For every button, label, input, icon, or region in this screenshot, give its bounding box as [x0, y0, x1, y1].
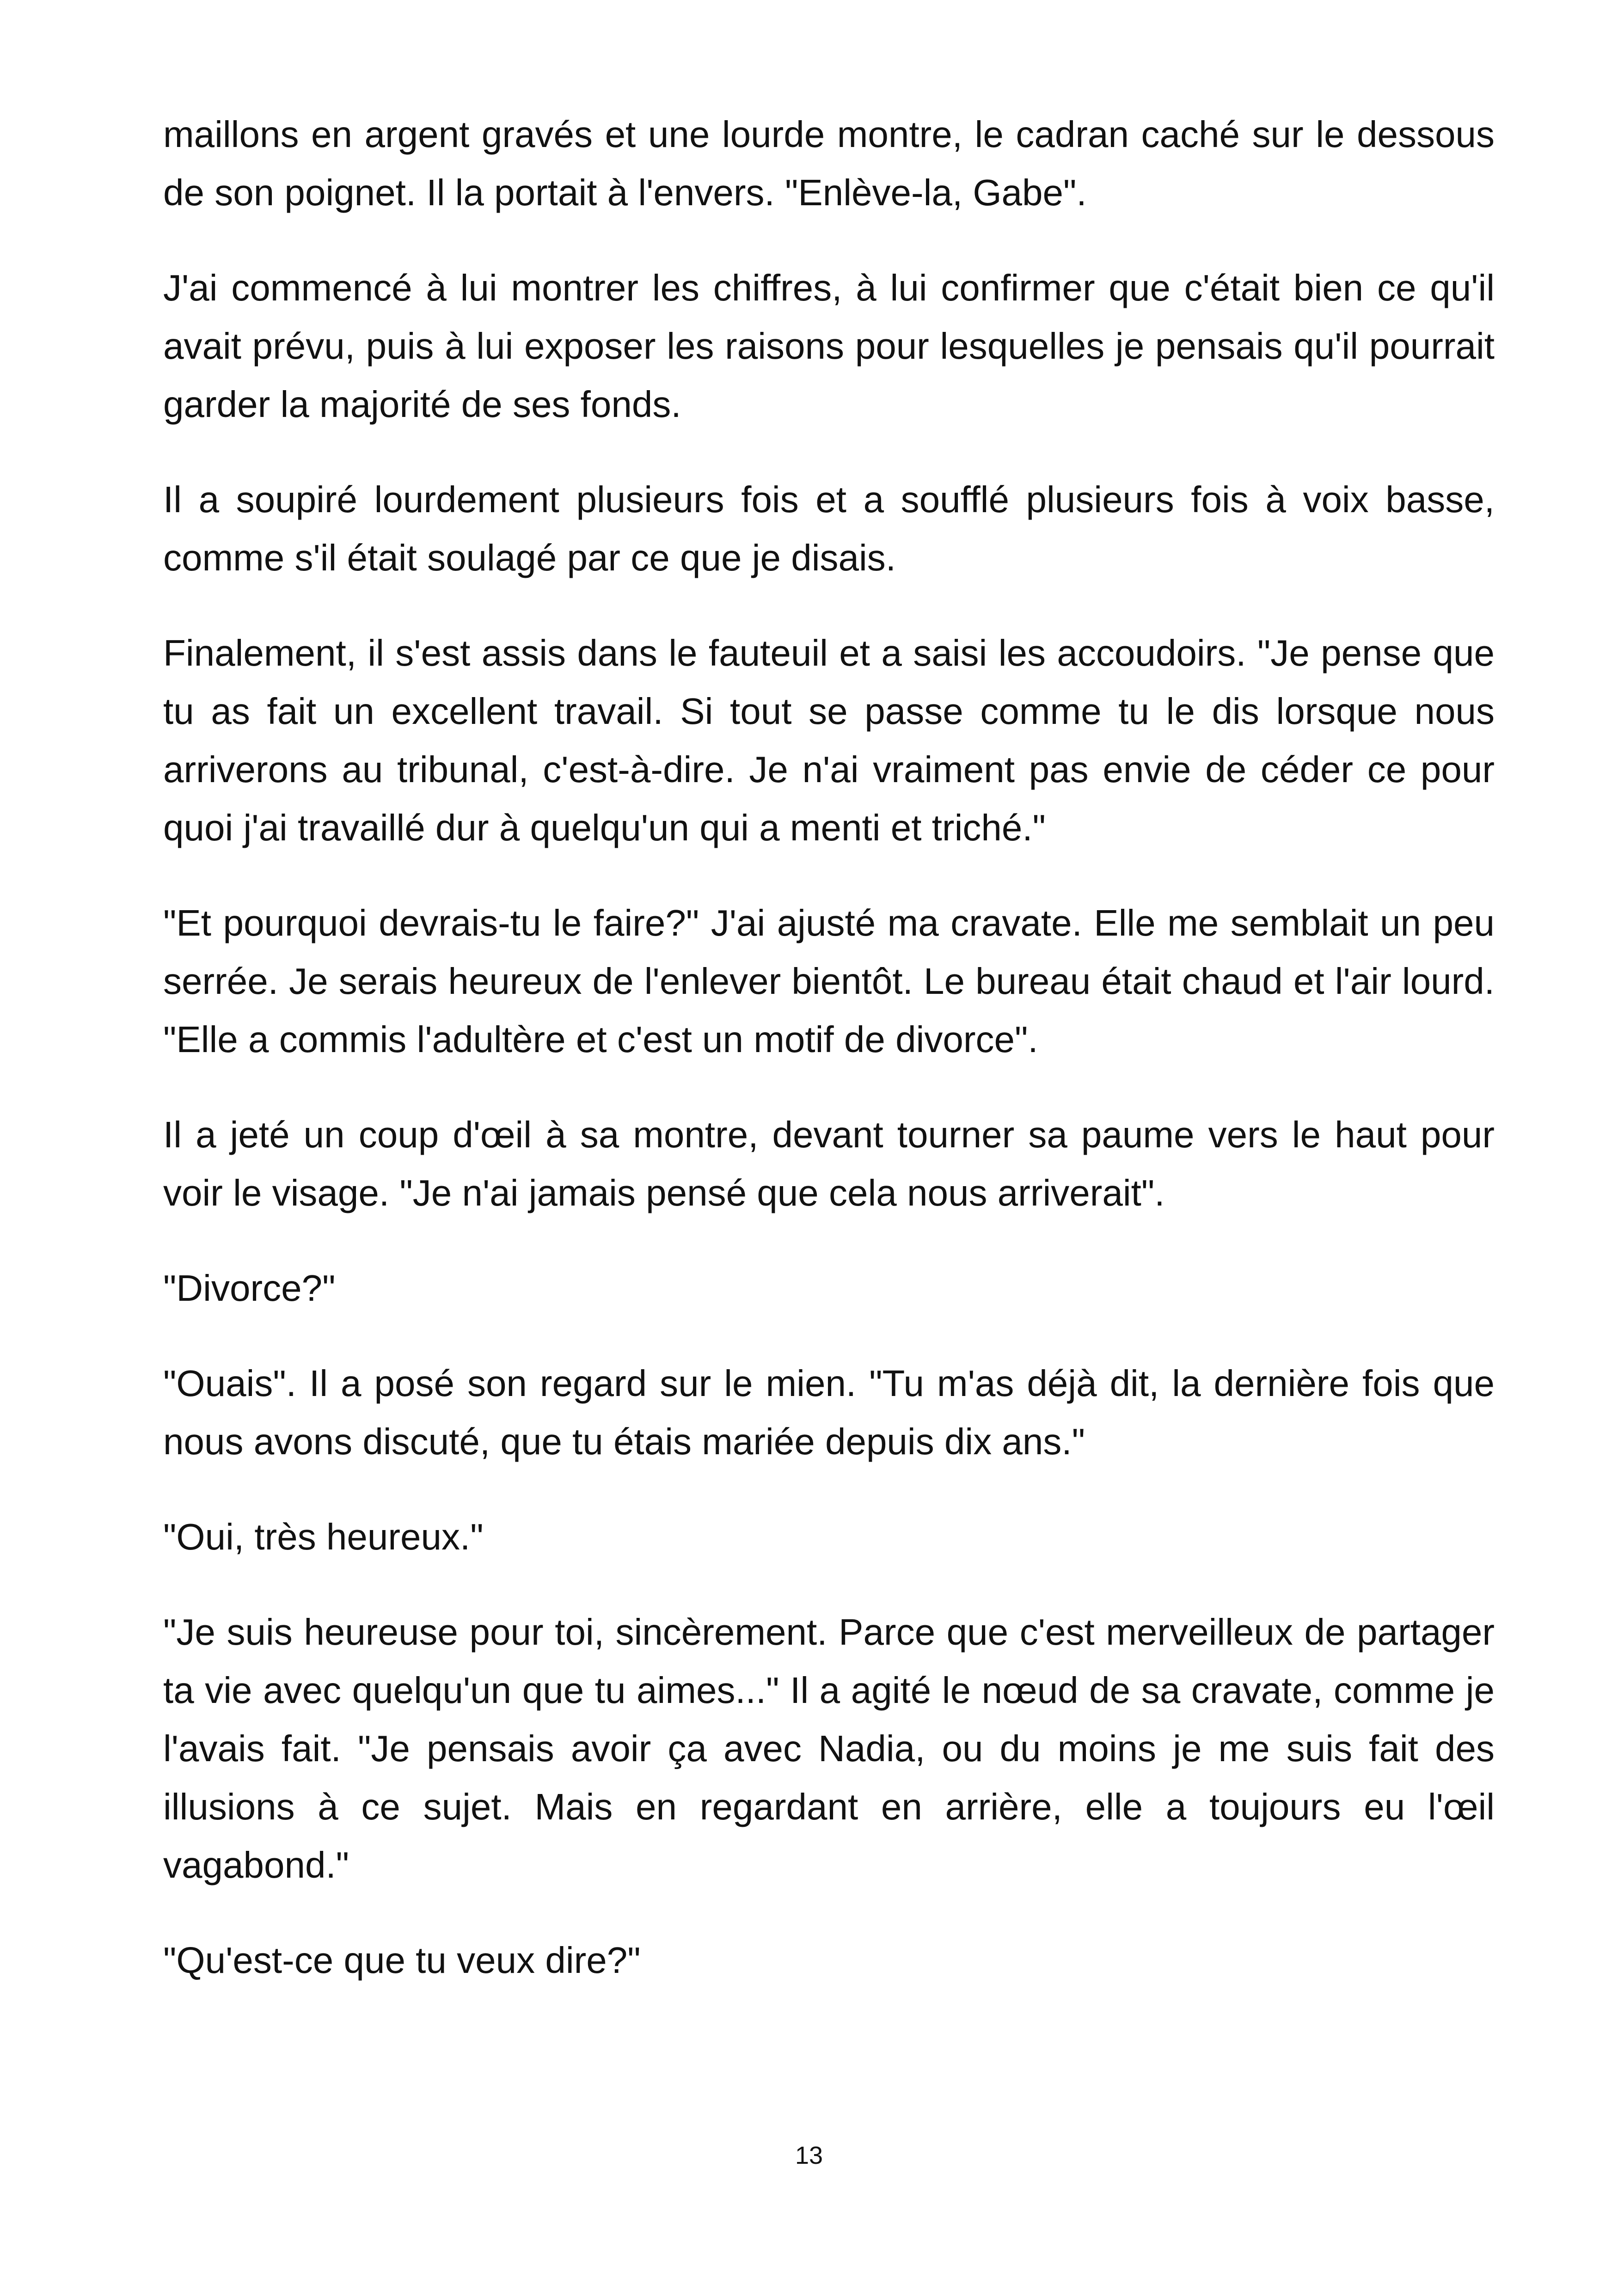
paragraph: J'ai commencé à lui montrer les chiffres, à lui confirmer que c'était bien ce qu'il avait prévu, puis à lui exposer les raisons pour lesquelles je pensais qu'il pourrait garder la majorité de ses fonds. [163, 267, 1495, 425]
paragraph: "Je suis heureuse pour toi, sincèrement. Parce que c'est merveilleux de partager ta vie avec quelqu'un que tu aimes..." Il a agité le nœud de sa cravate, comme je l'avais fait. "Je pensais avoir ça avec Nadia, ou du moins je me suis fait des illusions à ce sujet. Mais en regardant en arrière, elle a toujours eu l'œil vagabond." [163, 1611, 1495, 1886]
paragraph: maillons en argent gravés et une lourde montre, le cadran caché sur le dessous de son poignet. Il la portait à l'envers. "Enlève-la, Gabe". [163, 114, 1495, 213]
body-text [163, 105, 1495, 2027]
paragraph: "Divorce?" [163, 1267, 336, 1309]
paragraph: "Et pourquoi devrais-tu le faire?" J'ai ajusté ma cravate. Elle me semblait un peu serrée. Je serais heureux de l'enlever bientôt. Le bureau était chaud et l'air lourd. "Elle a commis l'adultère et c'est un motif de divorce". [163, 902, 1495, 1060]
paragraph: Finalement, il s'est assis dans le fauteuil et a saisi les accoudoirs. "Je pense que tu as fait un excellent travail. Si tout se passe comme tu le dis lorsque nous arriverons au tribunal, c'est-à-dire. Je n'ai vraiment pas envie de céder ce pour quoi j'ai travaillé dur à quelqu'un qui a menti et triché." [163, 632, 1495, 848]
page-number: 13 [795, 2142, 823, 2169]
paragraph: Il a soupiré lourdement plusieurs fois et a soufflé plusieurs fois à voix basse, comme s'il était soulagé par ce que je disais. [163, 479, 1495, 578]
paragraph: Il a jeté un coup d'œil à sa montre, devant tourner sa paume vers le haut pour voir le visage. "Je n'ai jamais pensé que cela nous arriverait". [163, 1114, 1495, 1213]
paragraph: "Qu'est-ce que tu veux dire?" [163, 1940, 641, 1981]
paragraph: "Oui, très heureux." [163, 1516, 484, 1557]
paragraph: "Ouais". Il a posé son regard sur le mien. "Tu m'as déjà dit, la dernière fois que nous avons discuté, que tu étais mariée depuis dix ans." [163, 1363, 1495, 1462]
